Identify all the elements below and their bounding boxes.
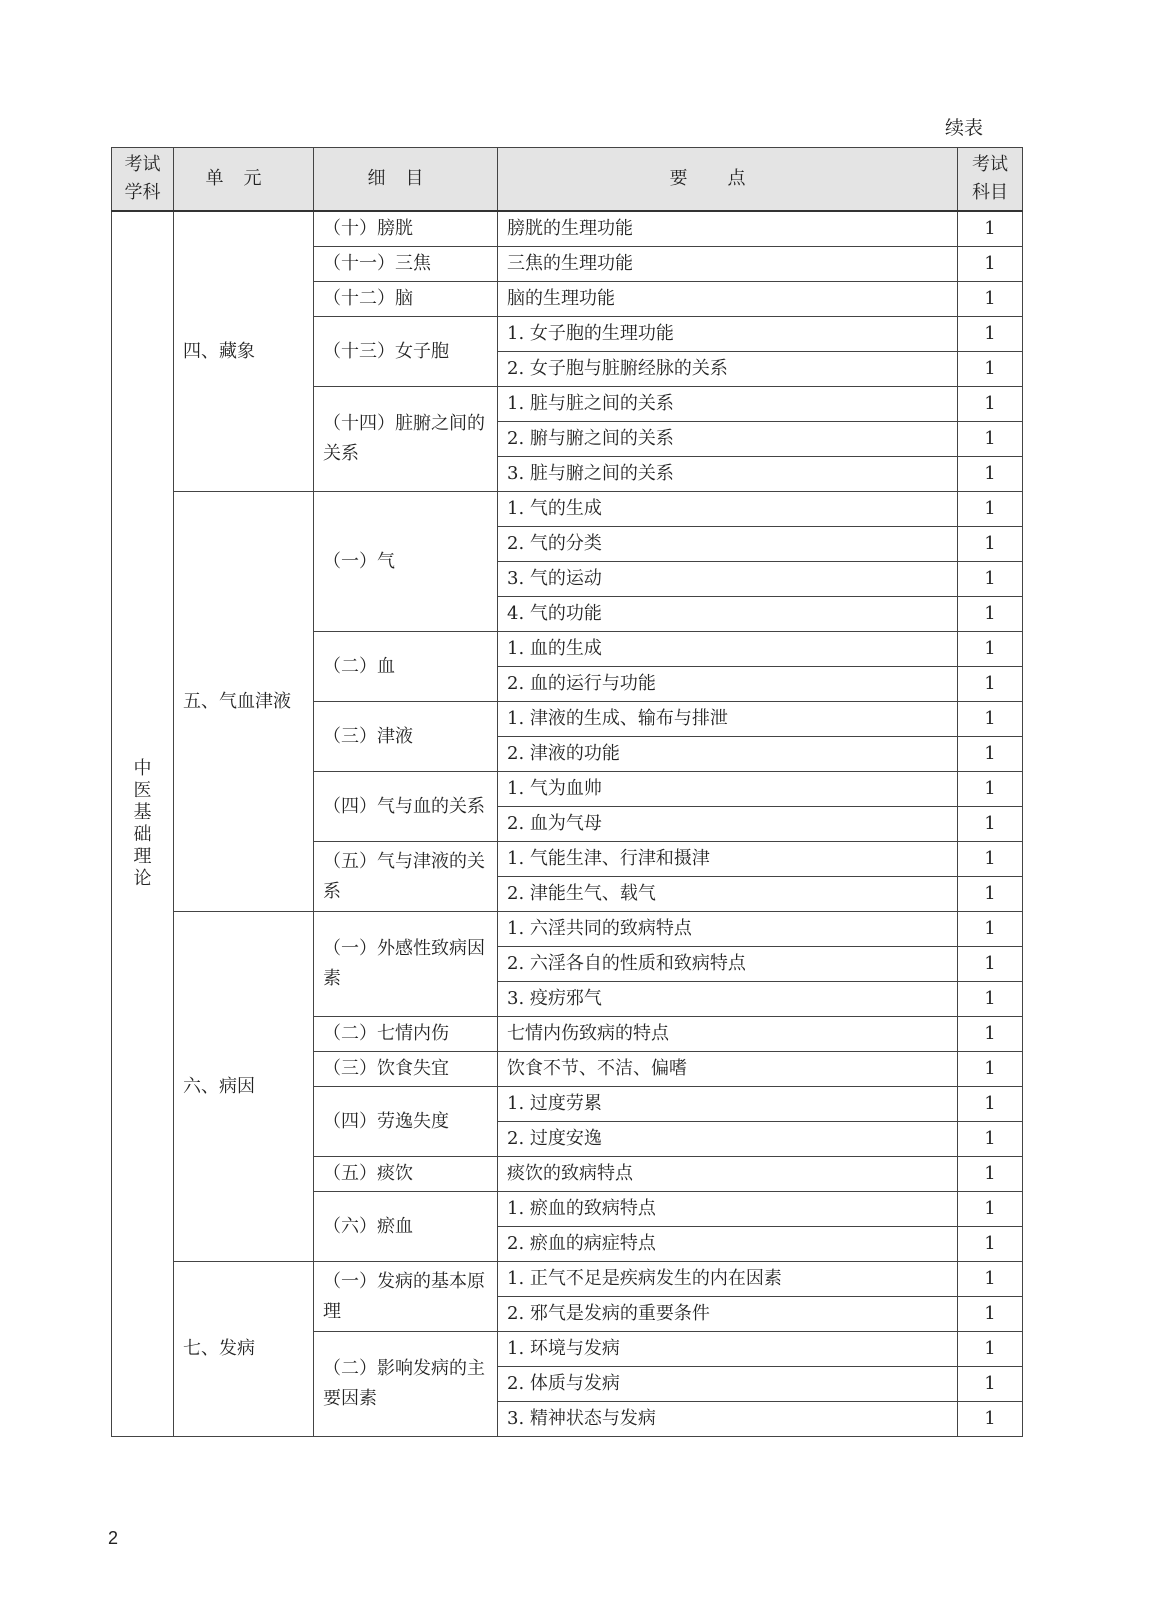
exam-subject-cell: 1: [958, 282, 1023, 317]
exam-subject-cell: 1: [958, 317, 1023, 352]
subject-cell: [112, 211, 174, 1437]
point-cell: 1. 六淫共同的致病特点: [498, 912, 958, 947]
point-cell: 1. 脏与脏之间的关系: [498, 387, 958, 422]
point-cell: 1. 血的生成: [498, 632, 958, 667]
point-cell: 2. 血为气母: [498, 807, 958, 842]
exam-subject-cell: 1: [958, 1227, 1023, 1262]
point-cell: 4. 气的功能: [498, 597, 958, 632]
item-cell: （三）饮食失宜: [314, 1052, 498, 1087]
exam-subject-cell: 1: [958, 1052, 1023, 1087]
point-cell: 3. 脏与腑之间的关系: [498, 457, 958, 492]
point-cell: 膀胱的生理功能: [498, 211, 958, 247]
point-cell: 2. 气的分类: [498, 527, 958, 562]
item-cell: （二）血: [314, 632, 498, 702]
point-cell: 痰饮的致病特点: [498, 1157, 958, 1192]
item-cell: （五）气与津液的关系: [314, 842, 498, 912]
exam-subject-cell: 1: [958, 737, 1023, 772]
table-row: [112, 1262, 1023, 1297]
point-cell: 3. 疫疠邪气: [498, 982, 958, 1017]
exam-subject-cell: 1: [958, 247, 1023, 282]
exam-subject-cell: 1: [958, 842, 1023, 877]
exam-subject-cell: 1: [958, 807, 1023, 842]
exam-subject-cell: 1: [958, 632, 1023, 667]
item-cell: （一）气: [314, 492, 498, 632]
point-cell: 2. 津液的功能: [498, 737, 958, 772]
item-cell: （三）津液: [314, 702, 498, 772]
point-cell: 2. 体质与发病: [498, 1367, 958, 1402]
exam-subject-cell: 1: [958, 1402, 1023, 1437]
point-cell: 1. 津液的生成、输布与排泄: [498, 702, 958, 737]
point-cell: 2. 六淫各自的性质和致病特点: [498, 947, 958, 982]
table-body: [112, 211, 1023, 1437]
point-cell: 2. 血的运行与功能: [498, 667, 958, 702]
point-cell: 1. 气为血帅: [498, 772, 958, 807]
item-cell: （六）瘀血: [314, 1192, 498, 1262]
header-row: [112, 148, 1023, 212]
exam-subject-cell: 1: [958, 1192, 1023, 1227]
unit-cell: 六、病因: [174, 912, 314, 1262]
exam-subject-cell: 1: [958, 597, 1023, 632]
item-cell: （十四）脏腑之间的关系: [314, 387, 498, 492]
header-point: 要点: [498, 148, 958, 212]
exam-subject-cell: 1: [958, 947, 1023, 982]
exam-subject-cell: 1: [958, 772, 1023, 807]
point-cell: 2. 女子胞与脏腑经脉的关系: [498, 352, 958, 387]
point-cell: 1. 瘀血的致病特点: [498, 1192, 958, 1227]
exam-subject-cell: 1: [958, 492, 1023, 527]
exam-subject-cell: 1: [958, 1157, 1023, 1192]
point-cell: 1. 气的生成: [498, 492, 958, 527]
exam-subject-cell: 1: [958, 527, 1023, 562]
table-row: [112, 492, 1023, 527]
item-cell: （四）劳逸失度: [314, 1087, 498, 1157]
subject-label: 中医基础理论: [133, 758, 152, 889]
point-cell: 3. 气的运动: [498, 562, 958, 597]
exam-subject-cell: 1: [958, 1262, 1023, 1297]
unit-cell: 四、藏象: [174, 211, 314, 492]
exam-subject-cell: 1: [958, 352, 1023, 387]
exam-subject-cell: 1: [958, 982, 1023, 1017]
table-row: [112, 211, 1023, 247]
point-cell: 脑的生理功能: [498, 282, 958, 317]
header-exam-subject: 考试科目: [958, 148, 1023, 212]
point-cell: 1. 过度劳累: [498, 1087, 958, 1122]
item-cell: （二）七情内伤: [314, 1017, 498, 1052]
exam-subject-cell: 1: [958, 1297, 1023, 1332]
syllabus-table: [111, 147, 1023, 1437]
point-cell: 三焦的生理功能: [498, 247, 958, 282]
point-cell: 1. 环境与发病: [498, 1332, 958, 1367]
exam-subject-cell: 1: [958, 457, 1023, 492]
item-cell: （十二）脑: [314, 282, 498, 317]
point-cell: 1. 气能生津、行津和摄津: [498, 842, 958, 877]
point-cell: 2. 瘀血的病症特点: [498, 1227, 958, 1262]
point-cell: 七情内伤致病的特点: [498, 1017, 958, 1052]
unit-cell: 七、发病: [174, 1262, 314, 1437]
exam-subject-cell: 1: [958, 1017, 1023, 1052]
exam-subject-cell: 1: [958, 387, 1023, 422]
item-cell: （五）痰饮: [314, 1157, 498, 1192]
point-cell: 1. 女子胞的生理功能: [498, 317, 958, 352]
table-row: [112, 912, 1023, 947]
exam-subject-cell: 1: [958, 912, 1023, 947]
item-cell: （十）膀胱: [314, 211, 498, 247]
exam-subject-cell: 1: [958, 422, 1023, 457]
header-unit: 单元: [174, 148, 314, 212]
exam-subject-cell: 1: [958, 562, 1023, 597]
item-cell: （一）发病的基本原理: [314, 1262, 498, 1332]
header-item: 细目: [314, 148, 498, 212]
point-cell: 2. 邪气是发病的重要条件: [498, 1297, 958, 1332]
exam-subject-cell: 1: [958, 667, 1023, 702]
exam-subject-cell: 1: [958, 1087, 1023, 1122]
item-cell: （十一）三焦: [314, 247, 498, 282]
item-cell: （十三）女子胞: [314, 317, 498, 387]
item-cell: （一）外感性致病因素: [314, 912, 498, 1017]
point-cell: 2. 腑与腑之间的关系: [498, 422, 958, 457]
unit-cell: 五、气血津液: [174, 492, 314, 912]
point-cell: 1. 正气不足是疾病发生的内在因素: [498, 1262, 958, 1297]
exam-subject-cell: 1: [958, 1332, 1023, 1367]
item-cell: （四）气与血的关系: [314, 772, 498, 842]
page-number: 2: [108, 1528, 119, 1548]
item-cell: （二）影响发病的主要因素: [314, 1332, 498, 1437]
header-subject: 考试学科: [112, 148, 174, 212]
exam-subject-cell: 1: [958, 1122, 1023, 1157]
point-cell: 2. 过度安逸: [498, 1122, 958, 1157]
exam-subject-cell: 1: [958, 702, 1023, 737]
point-cell: 饮食不节、不洁、偏嗜: [498, 1052, 958, 1087]
exam-subject-cell: 1: [958, 1367, 1023, 1402]
point-cell: 2. 津能生气、载气: [498, 877, 958, 912]
point-cell: 3. 精神状态与发病: [498, 1402, 958, 1437]
exam-subject-cell: 1: [958, 877, 1023, 912]
continued-table-note: 续表: [945, 117, 984, 139]
exam-subject-cell: 1: [958, 211, 1023, 247]
